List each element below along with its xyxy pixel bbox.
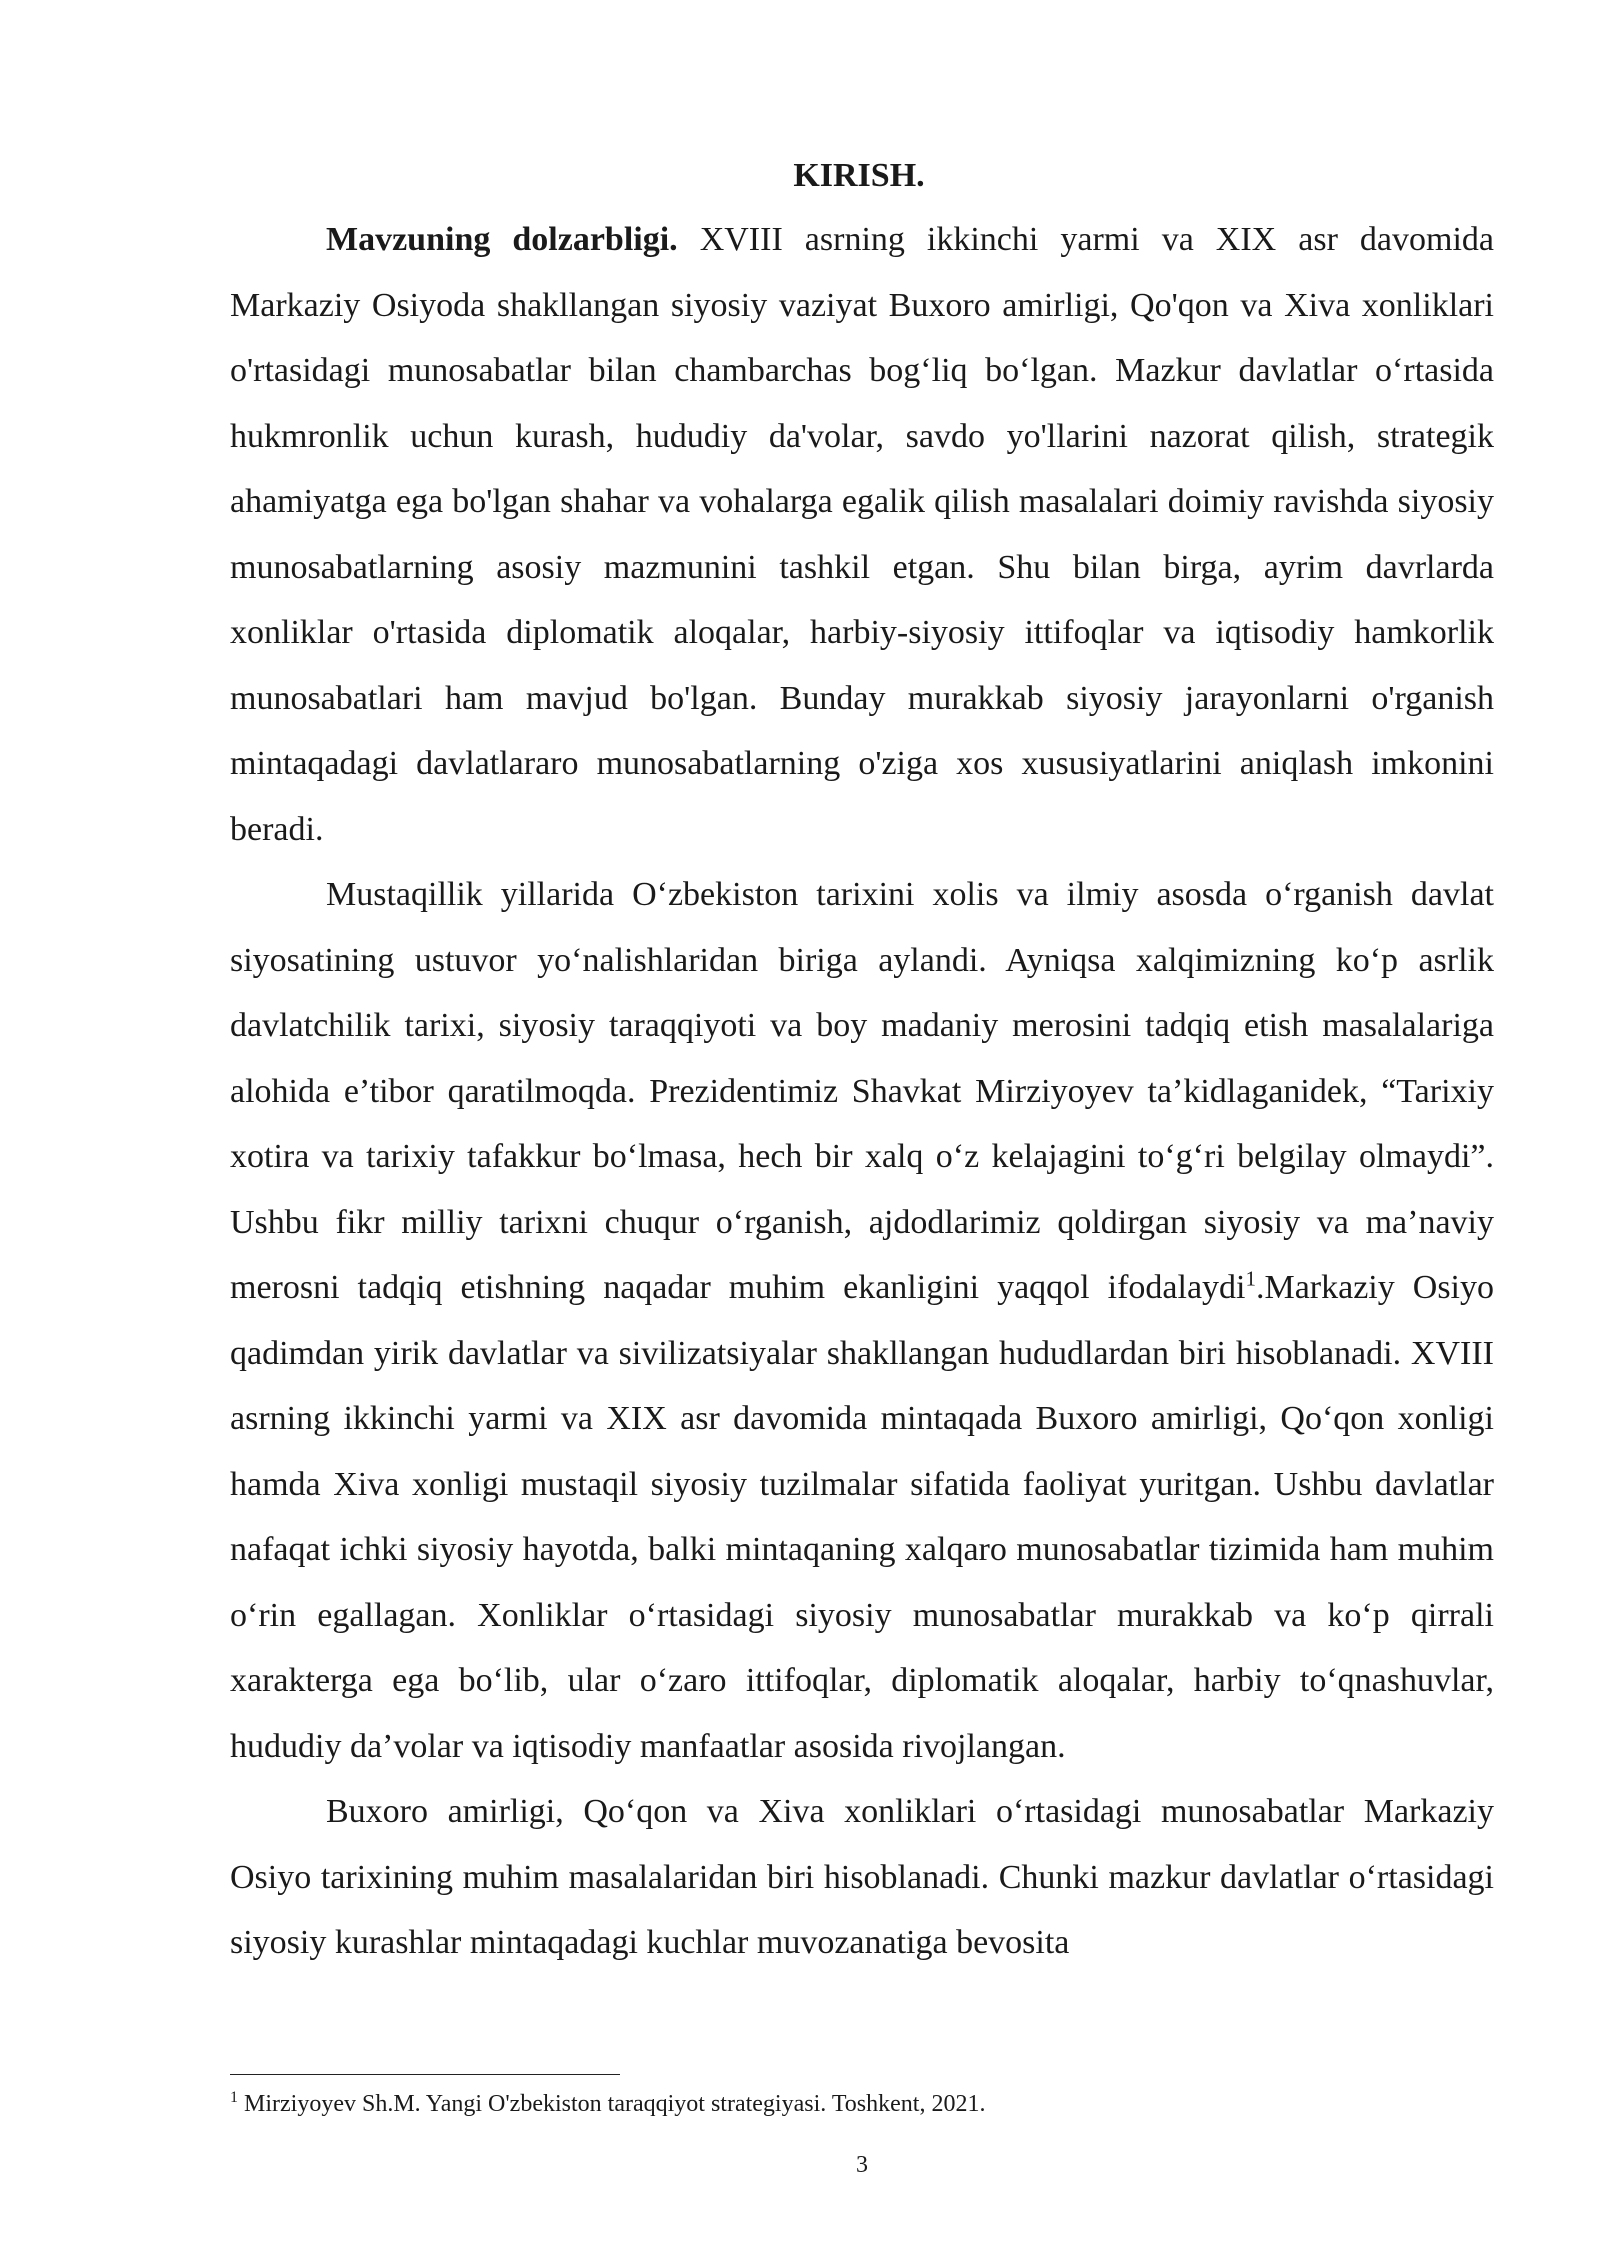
page-number: 3 [856, 2152, 868, 2178]
paragraph-relations [230, 1779, 1494, 1976]
footnote [230, 2087, 1494, 2121]
footnote-reference[interactable]: 1 [1245, 1266, 1256, 1291]
paragraph-text: .Markaziy Osiyo qadimdan yirik davlatlar va sivilizatsiyalar shakllangan hududlardan biri hisoblanadi. XVIII asrning ikkinchi yarmi va XIX asr davomida mintaqada Buxoro amirligi, Qo‘qon xonligi hamda Xiva xonligi mustaqil siyosiy tuzilmalar sifatida faoliyat yuritgan. Ushbu davlatlar nafaqat ichki siyosiy hayotda, balki mintaqaning xalqaro munosabatlar tizimida ham muhim o‘rin egallagan. Xonliklar o‘rtasidagi siyosiy munosabatlar murakkab va ko‘p qirrali xarakterga ega bo‘lib, ular o‘zaro ittifoqlar, diplomatik aloqalar, harbiy to‘qnashuvlar, hududiy da’volar va iqtisodiy manfaatlar asosida rivojlangan. [230, 1269, 1494, 1765]
paragraph-text: XVIII asrning ikkinchi yarmi va XIX asr davomida Markaziy Osiyoda shakllangan siyosiy vaziyat Buxoro amirligi, Qo'qon va Xiva xonliklari o'rtasidagi munosabatlar bilan chambarchas bog‘liq bo‘lgan. Mazkur davlatlar o‘rtasida hukmronlik uchun kurash, hududiy da'volar, savdo yo'llarini nazorat qilish, strategik ahamiyatga ega bo'lgan shahar va vohalarga egalik qilish masalalari doimiy ravishda siyosiy munosabatlarning asosiy mazmunini tashkil etgan. Shu bilan birga, ayrim davrlarda xonliklar o'rtasida diplomatik aloqalar, harbiy-siyosiy ittifoqlar va iqtisodiy hamkorlik munosabatlari ham mavjud bo'lgan. Bunday murakkab siyosiy jarayonlarni o'rganish mintaqadagi davlatlararo munosabatlarning o'ziga xos xususiyatlarini aniqlash imkonini beradi. [230, 221, 1495, 848]
paragraph-text: Mustaqillik yillarida O‘zbekiston tarixini xolis va ilmiy asosda o‘rganish davlat siyosatining ustuvor yo‘nalishlaridan biriga aylandi. Ayniqsa xalqimizning ko‘p asrlik davlatchilik tarixi, siyosiy taraqqiyoti va boy madaniy merosini tadqiq etish masalalariga alohida e’tibor qaratilmoqda. Prezidentimiz Shavkat Mirziyoyev ta’kidlaganidek, “Tarixiy xotira va tarixiy tafakkur bo‘lmasa, hech bir xalq o‘z kelajagini to‘g‘ri belgilay olmaydi”. Ushbu fikr milliy tarixni chuqur o‘rganish, ajdodlarimiz qoldirgan siyosiy va ma’naviy merosni tadqiq etishning naqadar muhim ekanligini yaqqol ifodalaydi [230, 876, 1494, 1306]
footnote-marker: 1 [230, 2089, 238, 2106]
paragraph-relevance [230, 207, 1494, 862]
footnote-text: Mirziyoyev Sh.M. Yangi O'zbekiston taraqqiyot strategiyasi. Toshkent, 2021. [244, 2091, 986, 2117]
footnote-divider [230, 2074, 620, 2075]
paragraph-independence [230, 862, 1494, 1779]
paragraph-text: Buxoro amirligi, Qo‘qon va Xiva xonliklari o‘rtasidagi munosabatlar Markaziy Osiyo tarixining muhim masalalaridan biri hisoblanadi. Chunki mazkur davlatlar o‘rtasidagi siyosiy kurashlar mintaqadagi kuchlar muvozanatiga bevosita [230, 1793, 1494, 1961]
paragraph-lead: Mavzuning dolzarbligi. [326, 221, 678, 258]
body-text [230, 207, 1494, 1976]
page-heading: KIRISH. [793, 157, 925, 194]
